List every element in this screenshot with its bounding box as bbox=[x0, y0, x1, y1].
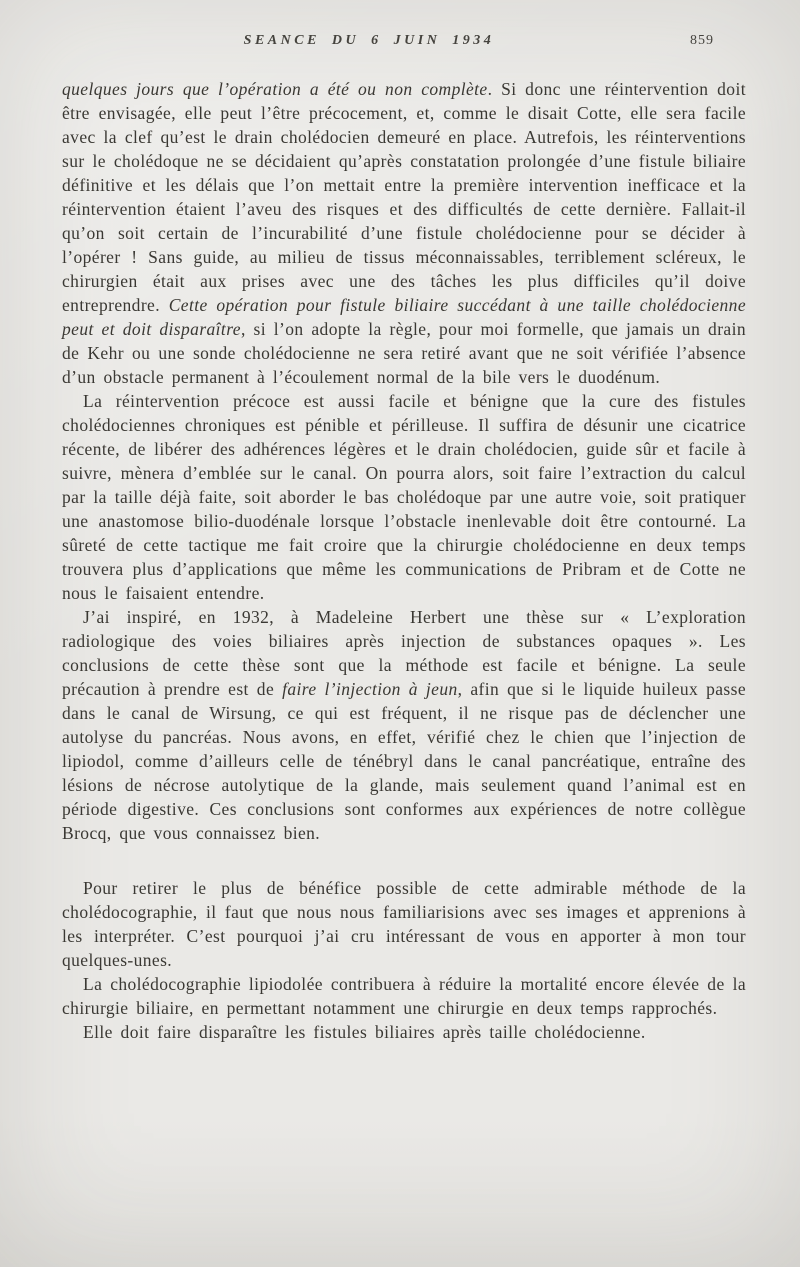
paragraph bbox=[62, 77, 746, 389]
page-header bbox=[62, 33, 746, 53]
text-segment: La cholédocographie lipiodolée contribuera à réduire la mortalité encore élevée de la chirurgie biliaire, en permettant notamment une chirurgie en deux temps rapprochés. bbox=[62, 974, 746, 1018]
text-segment: , si l’on adopte la règle, pour moi formelle, que jamais un drain de Kehr ou une sonde cholédocienne ne sera retiré avant que ne soit vérifiée l’absence d’un obstacle permanent à l’écoulement normal de la bile vers le duodénum. bbox=[62, 319, 746, 387]
paragraph bbox=[62, 876, 746, 972]
italic-text-segment: quelques jours que l’opération a été ou non complète bbox=[62, 79, 488, 99]
text-segment: , afin que si le liquide huileux passe dans le canal de Wirsung, ce qui est fréquent, il ne risque pas de déclencher une autolyse du pancréas. Nous avons, en effet, vérifié chez le chien que l’injection de lipiodol, comme d’ailleurs celle de ténébryl dans le canal pancréatique, entraîne des lésions de nécrose autolytique de la glande, mais seulement quand l’animal est en période digestive. Ces conclusions sont conformes aux expériences de notre collègue Brocq, que vous connaissez bien. bbox=[62, 679, 746, 843]
paragraph bbox=[62, 389, 746, 605]
page-number: 859 bbox=[690, 33, 714, 48]
italic-text-segment: faire l’injection à jeun bbox=[282, 679, 458, 699]
text-segment: . Si donc une réintervention doit être envisagée, elle peut l’être précocement, et, comme le disait Cotte, elle sera facile avec la clef qu’est le drain cholédocien demeuré en place. Autrefois, les réinterventions sur le cholédoque ne se décidaient qu’après constatation prolongée d’une fistule biliaire définitive et les délais que l’on mettait entre la première intervention inefficace et la réintervention étaient l’aveu des risques et des difficultés de cette dernière. Fallait-il qu’on soit certain de l’incurabilité d’une fistule cholédocienne pour se décider à l’opérer ! Sans guide, au milieu de tissus méconnaissables, terriblement scléreux, le chirurgien était aux prises avec une des tâches les plus difficiles qu’il doive entreprendre. bbox=[62, 79, 746, 315]
session-title: SEANCE DU 6 JUIN 1934 bbox=[243, 33, 495, 48]
text-segment: J’ai inspiré, en 1932, à Madeleine Herbert une thèse sur « L’exploration radiologique des voies biliaires après injection de substances opaques ». Les conclusions de cette thèse sont que la méthode est facile et bénigne. La seule précaution à prendre est de bbox=[62, 607, 746, 699]
paragraph bbox=[62, 1020, 746, 1044]
paragraph bbox=[62, 605, 746, 845]
text-segment: La réintervention précoce est aussi facile et bénigne que la cure des fistules cholédociennes chroniques est pénible et périlleuse. Il suffira de désunir une cicatrice récente, de libérer des adhérences légères et le drain cholédocien, guide sûr et facile à suivre, mènera d’emblée sur le canal. On pourra alors, soit faire l’extraction du calcul par la taille déjà faite, soit aborder le bas cholédoque par une autre voie, soit pratiquer une anastomose bilio-duodénale lorsque l’obstacle inenlevable doit être contourné. La sûreté de cette tactique me fait croire que la chirurgie cholédocienne en deux temps trouvera plus d’applications que même les communications de Pribram et de Cotte ne nous le faisaient entendre. bbox=[62, 391, 746, 603]
text-segment: Pour retirer le plus de bénéfice possible de cette admirable méthode de la cholédocographie, il faut que nous nous familiarisions avec ses images et apprenions à les interpréter. C’est pourquoi j’ai cru intéressant de vous en apporter à mon tour quelques-unes. bbox=[62, 878, 746, 970]
paragraph bbox=[62, 972, 746, 1020]
text-segment: Elle doit faire disparaître les fistules biliaires après taille cholédocienne. bbox=[83, 1022, 646, 1042]
italic-text-segment: Cette opération pour fistule biliaire succédant à une taille cholédocienne peut et doit disparaître bbox=[62, 295, 746, 339]
document-body bbox=[62, 77, 746, 1044]
